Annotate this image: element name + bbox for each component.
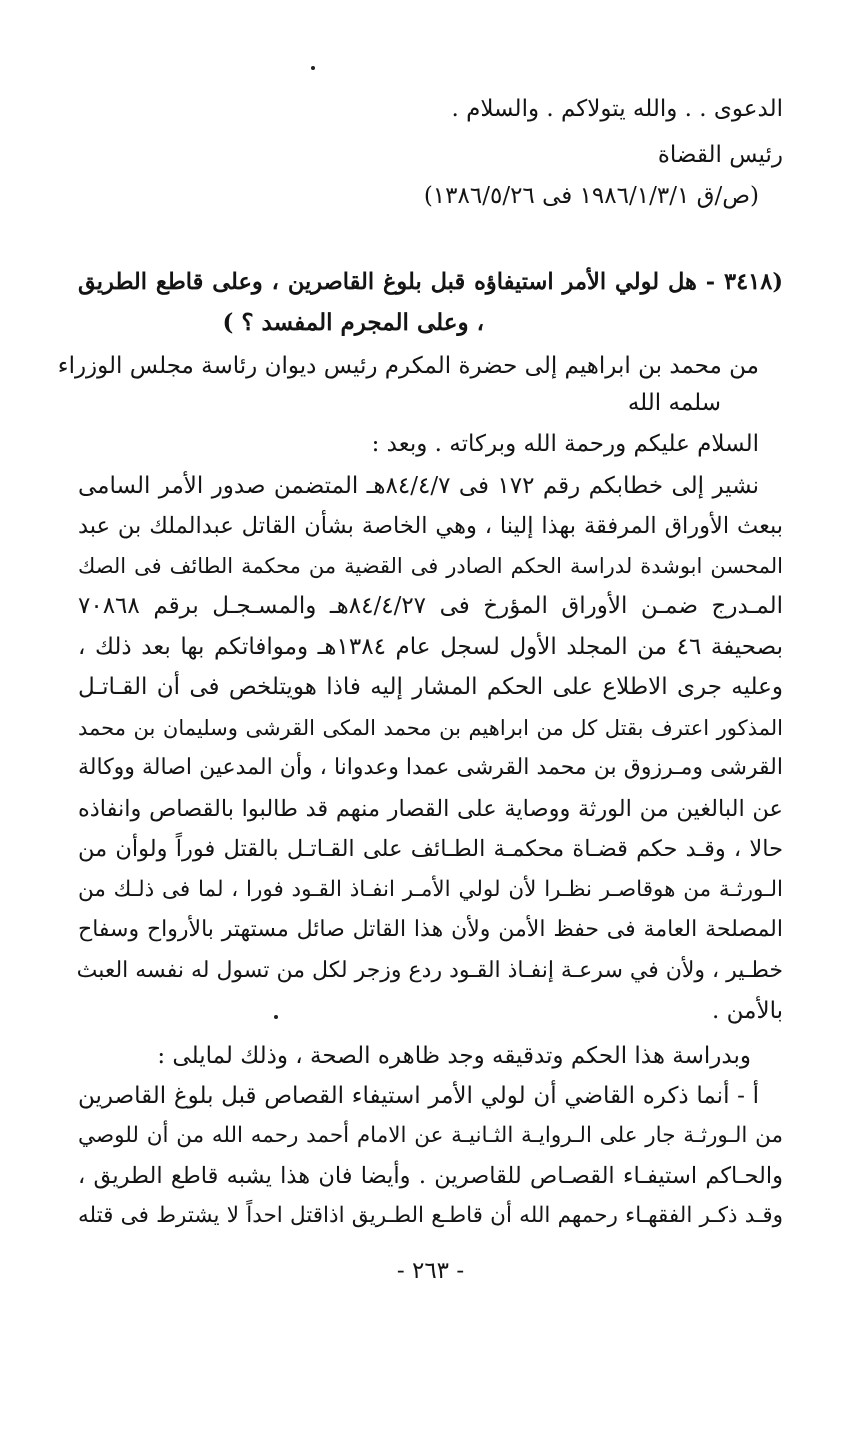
fatwa-heading: (٣٤١٨ - هل لولي الأمر استيفاؤه قبل بلوغ القاصرين ، وعلى قاطع الطريق <box>78 269 783 295</box>
scan-speck <box>274 1015 278 1019</box>
body-line: ببعث الأوراق المرفقة بهذا إلينا ، وهي الخاصة بشأن القاتل عبدالملك بن عبد <box>78 513 783 539</box>
body-line: وبدراسة هذا الحكم وتدقيقه وجد ظاهره الصحة ، وذلك لمايلى : <box>157 1043 751 1069</box>
body-line: بصحيفة ٤٦ من المجلد الأول لسجل عام ١٣٨٤هـ وموافاتكم بها بعد ذلك ، <box>78 634 783 660</box>
fatwa-heading-continuation: ، وعلى المجرم المفسد ؟ ) <box>222 309 484 336</box>
addressee-line: من محمد بن ابراهيم إلى حضرة المكرم رئيس ديوان رئاسة مجلس الوزراء <box>57 353 759 379</box>
body-line: أ - أنما ذكره القاضي أن لولي الأمر استيفاء القصاص قبل بلوغ القاصرين <box>78 1083 759 1109</box>
body-line: حالا ، وقـد حكم قضـاة محكمـة الطـائف على القـاتـل بالقتل فوراً ولوأن من <box>78 836 783 862</box>
body-line: المصلحة العامة فى حفظ الأمن ولأن هذا القاتل صائل مستهتر بالأرواح وسفاح <box>78 917 783 942</box>
body-line: المذكور اعترف بقتل كل من ابراهيم بن محمد المكى القرشى وسليمان بن محمد <box>78 716 783 740</box>
body-line: بالأمن . <box>712 998 783 1024</box>
greeting: السلام عليكم ورحمة الله وبركاته . وبعد : <box>371 431 759 457</box>
body-line: الـورثـة من هوقاصـر نظـرا لأن لولي الأمـر انفـاذ القـود فورا ، لما فى ذلـك من <box>78 877 783 902</box>
signature-title: رئيس القضاة <box>657 142 783 168</box>
body-line: عن البالغين من الورثة ووصاية على القصار منهم قد طالبوا بالقصاص وانفاذه <box>78 796 783 822</box>
body-line: المـدرج ضمـن الأوراق المؤرخ فى ٨٤/٤/٢٧هـ والمسـجـل برقم ٧٠٨٦٨ <box>78 593 783 619</box>
body-line: من الـورثـة جار على الـروايـة الثـانيـة عن الامام أحمد رحمه الله من أن للوصي <box>78 1123 783 1148</box>
page-number: - ٢٦٣ - <box>396 1258 465 1284</box>
body-line: القرشى ومـرزوق بن محمد القرشى عمدا وعدوانا ، وأن المدعين اصالة ووكالة <box>78 755 783 780</box>
body-line: نشير إلى خطابكم رقم ١٧٢ فى ٨٤/٤/٧هـ المتضمن صدور الأمر السامى <box>78 473 760 499</box>
blessing-line: سلمه الله <box>627 390 721 416</box>
body-line: المحسن ابوشدة لدراسة الحكم الصادر فى القضية من محكمة الطائف فى الصك <box>78 554 783 578</box>
closing-line: الدعوى . . والله يتولاكم . والسلام . <box>451 96 783 122</box>
body-line: خطـير ، ولأن في سرعـة إنفـاذ القـود ردع وزجر لكل من تسول له نفسه العبث <box>76 958 783 983</box>
reference-number: (ص/ق ١٩٨٦/١/٣/١ فى ١٣٨٦/٥/٢٦) <box>423 183 759 209</box>
body-line: والحـاكم استيفـاء القصـاص للقاصرين . وأيضا فان هذا يشبه قاطع الطريق ، <box>78 1163 783 1189</box>
body-line: وعليه جرى الاطلاع على الحكم المشار إليه فاذا هويتلخص فى أن القـاتـل <box>78 674 783 700</box>
scan-speck <box>311 66 315 70</box>
body-line: وقـد ذكـر الفقهـاء رحمهم الله أن قاطـع الطـريق اذاقتل احداً لا يشترط فى قتله <box>78 1203 783 1228</box>
